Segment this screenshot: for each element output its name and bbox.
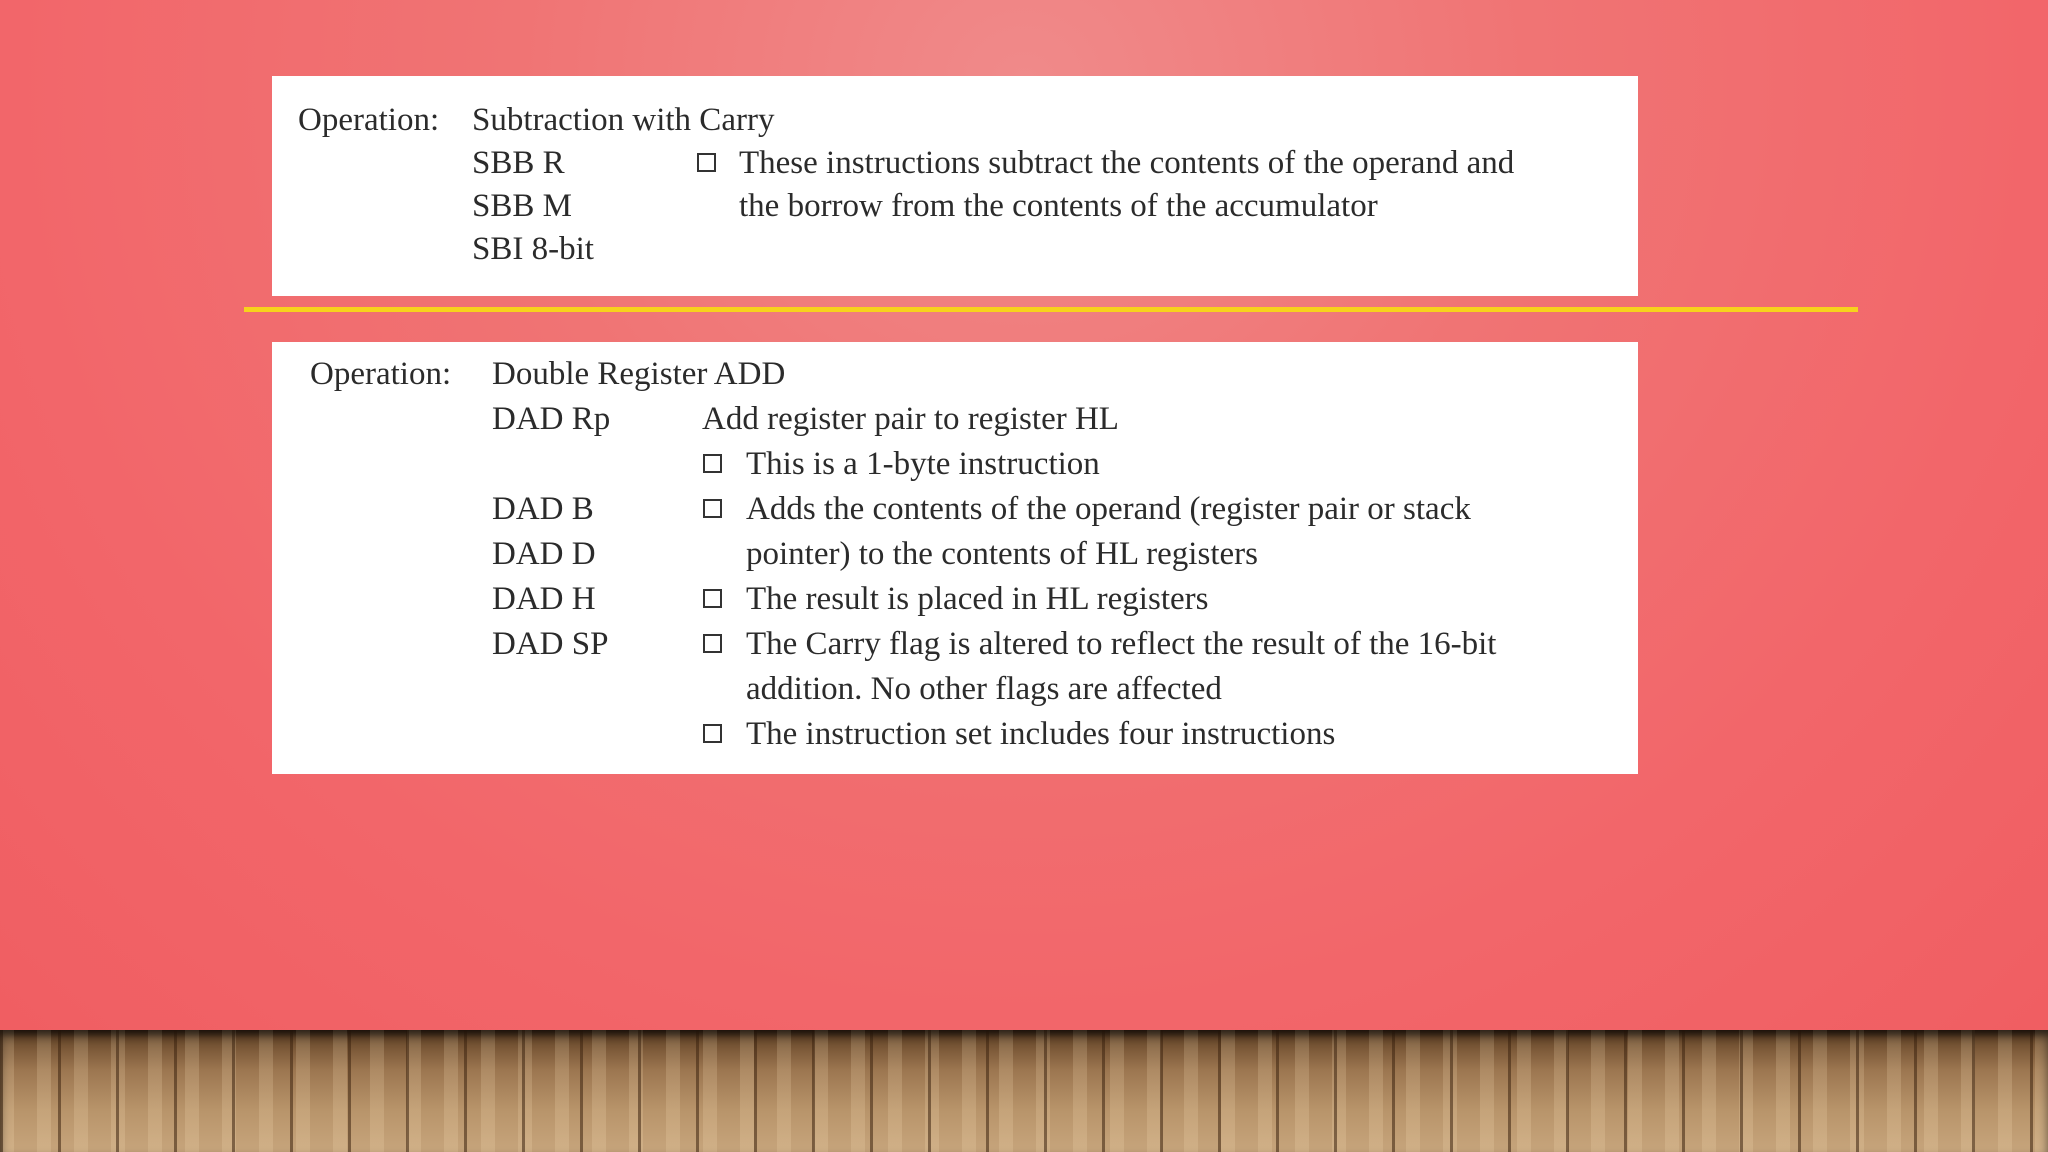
bullet-line: pointer) to the contents of HL registers	[746, 536, 1258, 572]
sbb-instruction-panel	[272, 76, 1638, 296]
wooden-floor	[0, 1030, 2048, 1152]
checkbox-icon	[703, 589, 722, 608]
mnemonic-dad-b: DAD B	[492, 491, 594, 527]
mnemonic-sbb-r: SBB R	[472, 145, 565, 181]
mnemonic-sbb-m: SBB M	[472, 188, 572, 224]
bullet-line: These instructions subtract the contents of the operand and	[739, 145, 1515, 181]
operation-name: Subtraction with Carry	[472, 102, 775, 138]
dad-intro-text: Add register pair to register HL	[702, 401, 1119, 437]
bullet-line: The Carry flag is altered to reflect the result of the 16-bit	[746, 626, 1497, 662]
mnemonic-dad-sp: DAD SP	[492, 626, 609, 662]
operation-name: Double Register ADD	[492, 356, 786, 392]
bullet-line: This is a 1-byte instruction	[746, 446, 1100, 482]
checkbox-icon	[703, 724, 722, 743]
bullet-line: The instruction set includes four instructions	[746, 716, 1336, 752]
yellow-divider-line	[244, 307, 1858, 312]
bullet-line: Adds the contents of the operand (register pair or stack	[746, 491, 1471, 527]
mnemonic-dad-d: DAD D	[492, 536, 596, 572]
operation-label: Operation:	[310, 356, 452, 392]
checkbox-icon	[703, 634, 722, 653]
operation-label: Operation:	[298, 102, 440, 138]
mnemonic-dad-h: DAD H	[492, 581, 596, 617]
bullet-line: The result is placed in HL registers	[746, 581, 1209, 617]
mnemonic-dad-rp: DAD Rp	[492, 401, 611, 437]
bullet-line: addition. No other flags are affected	[746, 671, 1222, 707]
mnemonic-sbi: SBI 8-bit	[472, 231, 594, 267]
bullet-line: the borrow from the contents of the accumulator	[739, 188, 1378, 224]
dad-instruction-panel	[272, 342, 1638, 774]
checkbox-icon	[703, 454, 722, 473]
checkbox-icon	[703, 499, 722, 518]
checkbox-icon	[697, 153, 716, 172]
